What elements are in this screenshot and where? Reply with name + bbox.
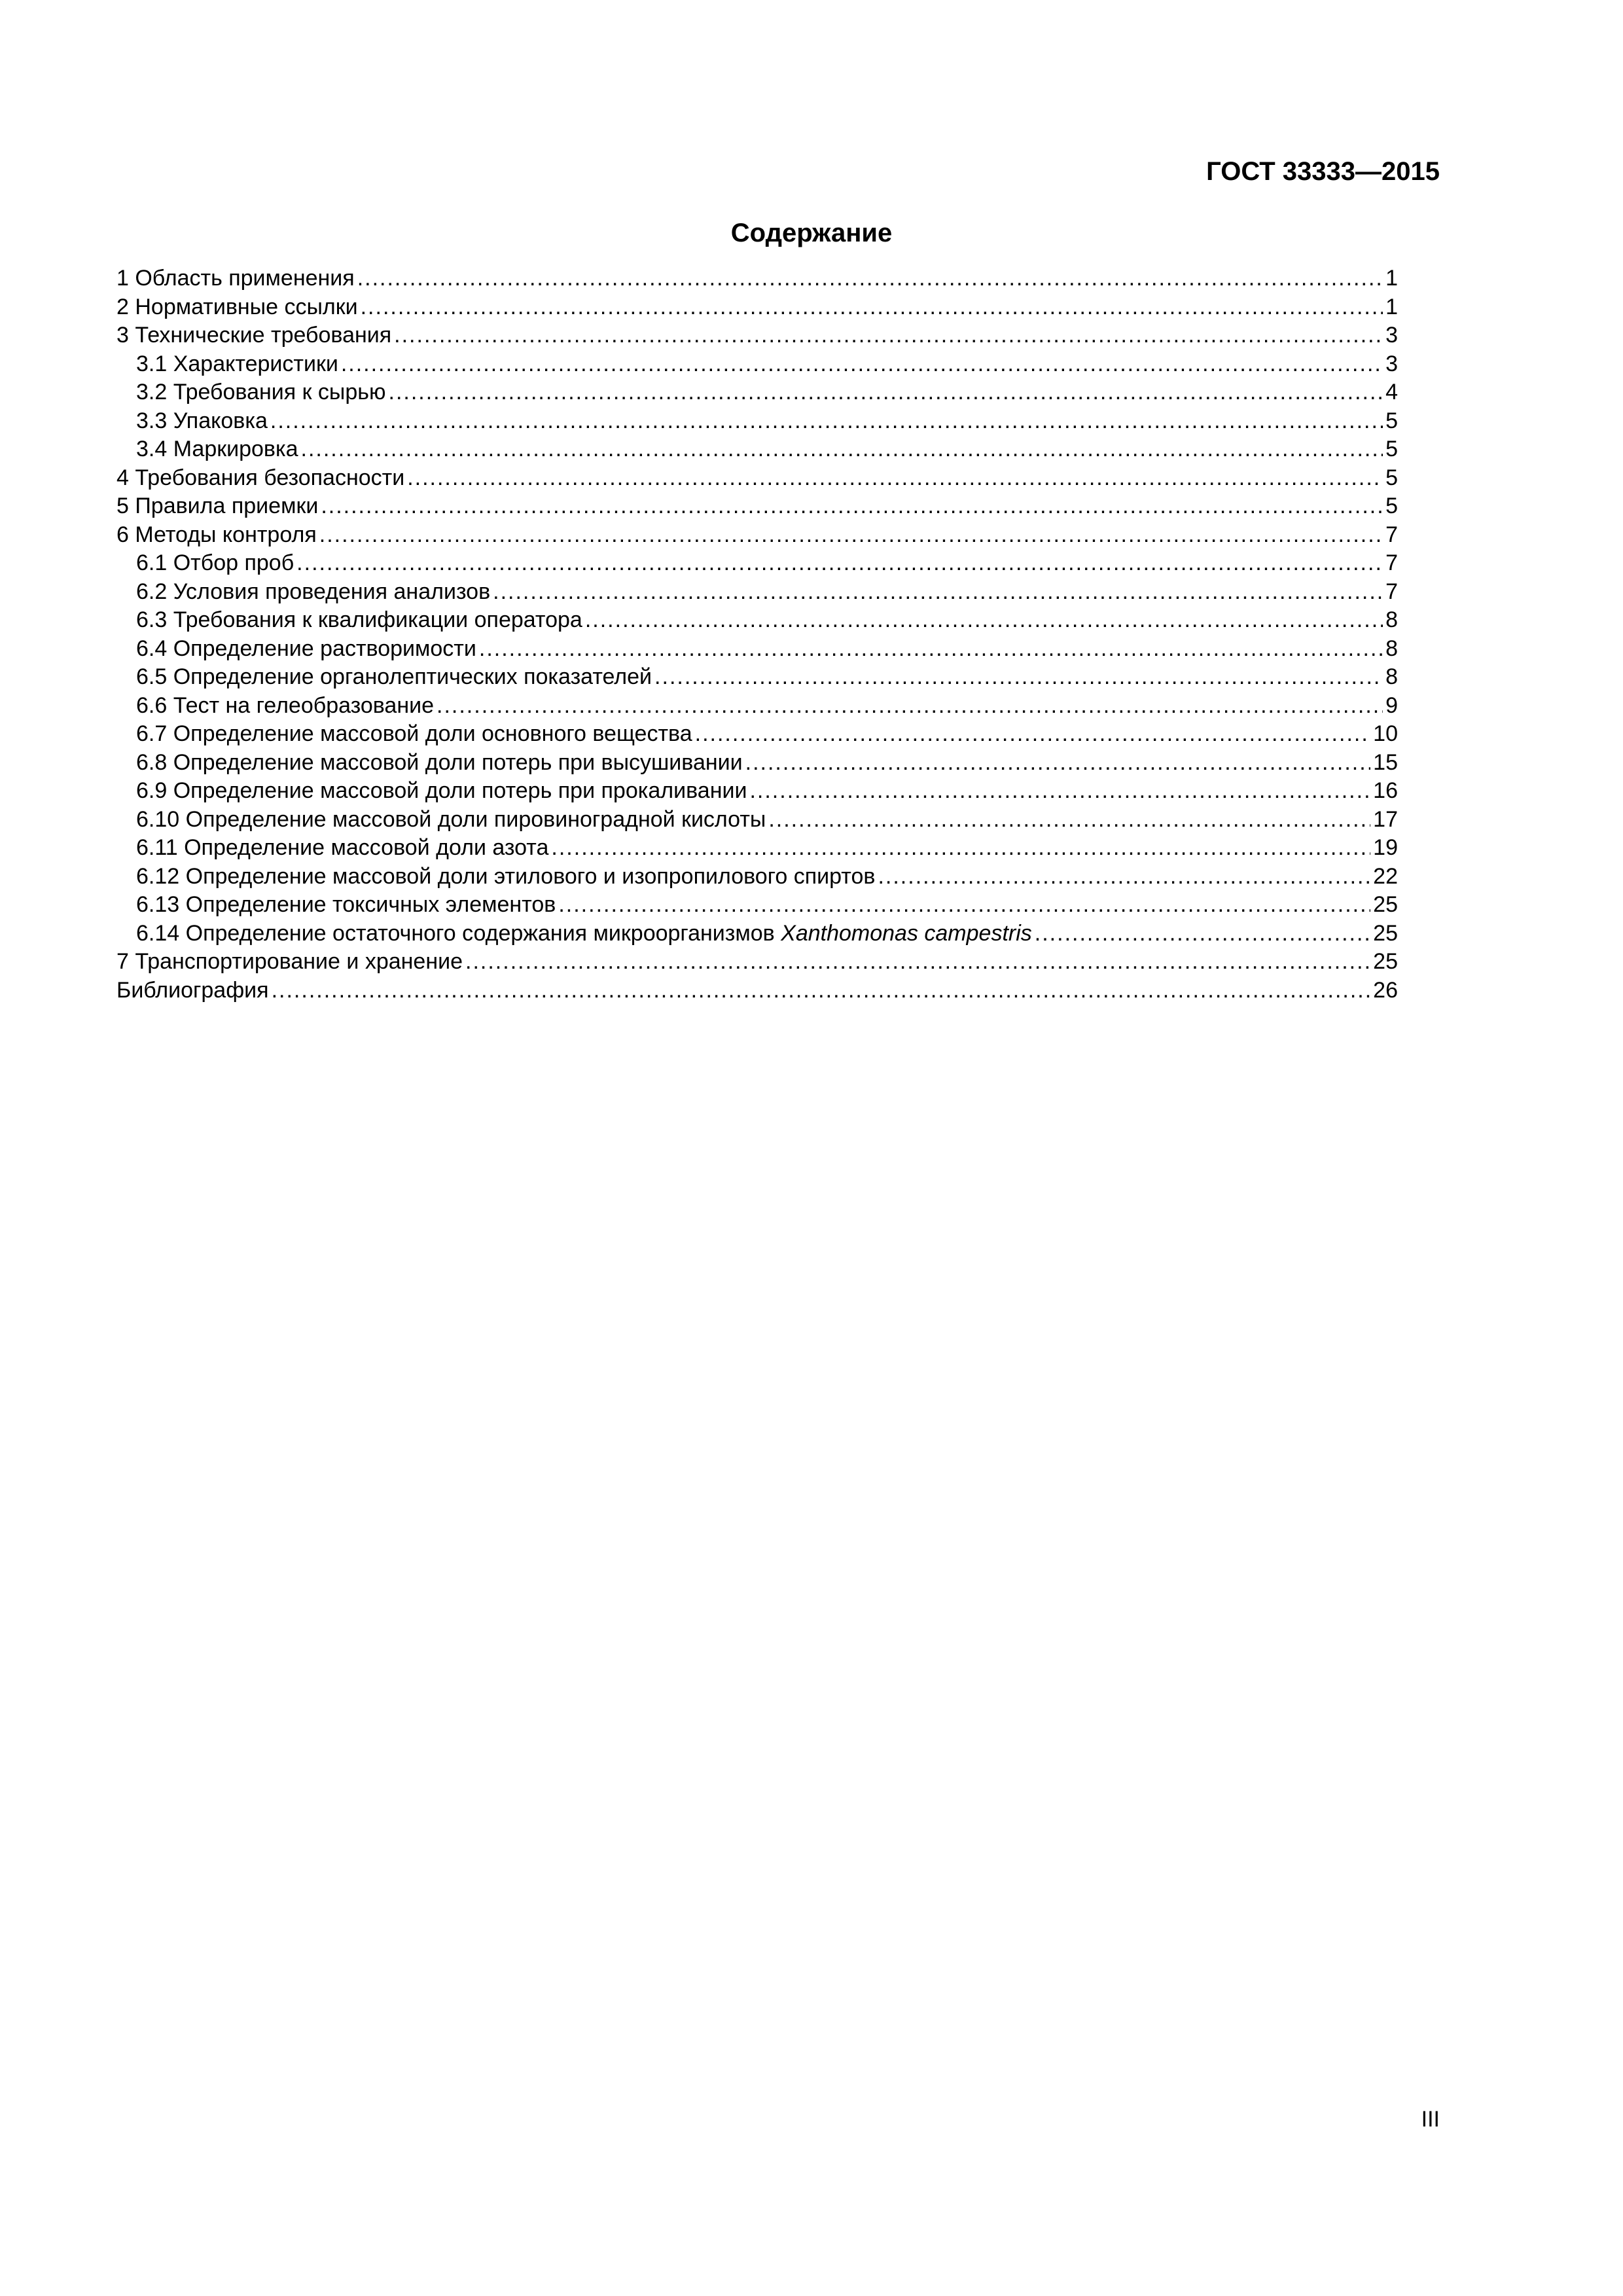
toc-entry-page: 16 <box>1373 778 1398 803</box>
toc-dot-leader <box>465 948 1370 977</box>
toc-entry-page: 8 <box>1385 636 1398 661</box>
toc-entry-page: 1 <box>1385 294 1398 319</box>
toc-entry[interactable] <box>116 293 1398 322</box>
toc-entry-page: 8 <box>1385 664 1398 689</box>
toc-dot-leader <box>558 891 1370 920</box>
toc-entry-label: 3.3 Упаковка <box>136 408 268 433</box>
toc-dot-leader <box>768 806 1370 834</box>
toc-entry-page: 8 <box>1385 607 1398 632</box>
toc-entry[interactable] <box>116 663 1398 692</box>
toc-dot-leader <box>493 578 1383 607</box>
toc-entry-page: 5 <box>1385 465 1398 490</box>
toc-dot-leader <box>551 834 1370 863</box>
toc-dot-leader <box>745 749 1371 778</box>
toc-entry[interactable] <box>116 264 1398 293</box>
toc-entry[interactable] <box>116 977 1398 1005</box>
document-code: ГОСТ 33333—2015 <box>1206 157 1440 186</box>
toc-entry[interactable] <box>116 948 1398 977</box>
toc-entry-page: 7 <box>1385 579 1398 604</box>
toc-entry-label: 7 Транспортирование и хранение <box>116 949 463 974</box>
toc-entry[interactable] <box>116 435 1398 464</box>
toc-entry-label: 6.3 Требования к квалификации оператора <box>136 607 582 632</box>
toc-dot-leader <box>301 435 1383 464</box>
toc-entry[interactable] <box>116 549 1398 578</box>
toc-entry-page: 25 <box>1373 949 1398 974</box>
toc-dot-leader <box>361 293 1383 322</box>
toc-entry[interactable] <box>116 777 1398 806</box>
toc-entry[interactable] <box>116 720 1398 749</box>
toc-entry-label: 6.12 Определение массовой доли этилового и изопропилового спиртов <box>136 863 876 889</box>
toc-entry-label: 6.7 Определение массовой доли основного вещества <box>136 721 692 746</box>
toc-entry-page: 17 <box>1373 806 1398 832</box>
toc-entry-label: Библиография <box>116 977 269 1003</box>
toc-entry-page: 25 <box>1373 920 1398 946</box>
toc-entry-page: 3 <box>1385 351 1398 376</box>
toc-entry-page: 22 <box>1373 863 1398 889</box>
toc-entry-label-text: 6.14 Определение остаточного содержания микроорганизмов <box>136 920 781 946</box>
toc-dot-leader <box>296 549 1383 578</box>
toc-entry[interactable] <box>116 378 1398 407</box>
toc-entry-label: 6.9 Определение массовой доли потерь при прокаливании <box>136 778 747 803</box>
toc-entry-page: 7 <box>1385 550 1398 575</box>
toc-entry[interactable] <box>116 863 1398 891</box>
page-number: III <box>1421 2107 1440 2132</box>
toc-dot-leader <box>389 378 1383 407</box>
toc-dot-leader <box>654 663 1383 692</box>
toc-dot-leader <box>479 635 1383 664</box>
toc-dot-leader <box>319 521 1383 550</box>
toc-dot-leader <box>695 720 1371 749</box>
toc-dot-leader <box>357 264 1383 293</box>
table-of-contents <box>116 264 1398 1005</box>
toc-dot-leader <box>437 692 1383 721</box>
toc-entry-label: 6.8 Определение массовой доли потерь при высушивании <box>136 749 743 775</box>
toc-entry-page: 4 <box>1385 380 1398 404</box>
toc-entry-label: 6.1 Отбор проб <box>136 550 294 575</box>
toc-entry[interactable] <box>116 749 1398 778</box>
toc-entry-label: 3.1 Характеристики <box>136 351 338 376</box>
toc-entry-page: 7 <box>1385 522 1398 547</box>
toc-entry[interactable] <box>116 920 1398 948</box>
toc-entry-page: 5 <box>1385 408 1398 433</box>
toc-entry-label: 6 Методы контроля <box>116 522 317 547</box>
toc-dot-leader <box>749 777 1370 806</box>
toc-entry[interactable] <box>116 492 1398 521</box>
toc-entry-label: 6.2 Условия проведения анализов <box>136 579 491 604</box>
toc-entry[interactable] <box>116 464 1398 493</box>
toc-entry-label: 6.6 Тест на гелеобразование <box>136 692 435 718</box>
toc-entry-page: 15 <box>1373 749 1398 775</box>
toc-entry-page: 26 <box>1373 977 1398 1003</box>
toc-entry-label: 6.5 Определение органолептических показателей <box>136 664 652 689</box>
toc-entry-page: 25 <box>1373 892 1398 917</box>
toc-dot-leader <box>394 321 1383 350</box>
toc-entry-label <box>136 920 1032 948</box>
toc-title: Содержание <box>730 219 893 247</box>
toc-entry-label: 5 Правила приемки <box>116 493 319 518</box>
toc-entry-label: 3.4 Маркировка <box>136 437 298 461</box>
toc-entry-page: 1 <box>1385 266 1398 291</box>
toc-entry[interactable] <box>116 321 1398 350</box>
toc-entry-label: 6.4 Определение растворимости <box>136 636 476 661</box>
toc-dot-leader <box>270 407 1383 436</box>
toc-entry-label: 6.11 Определение массовой доли азота <box>136 835 549 860</box>
toc-entry-label-italic: Xanthomonas campestris <box>781 920 1032 946</box>
toc-dot-leader <box>585 606 1383 635</box>
toc-dot-leader <box>321 492 1383 521</box>
toc-entry[interactable] <box>116 806 1398 834</box>
toc-entry-label: 3 Технические требования <box>116 323 392 348</box>
toc-entry[interactable] <box>116 521 1398 550</box>
toc-entry-page: 19 <box>1373 835 1398 860</box>
toc-entry[interactable] <box>116 891 1398 920</box>
toc-entry-page: 9 <box>1385 692 1398 718</box>
toc-entry-page: 3 <box>1385 323 1398 348</box>
toc-entry-label: 1 Область применения <box>116 266 355 291</box>
toc-entry[interactable] <box>116 578 1398 607</box>
toc-entry[interactable] <box>116 606 1398 635</box>
toc-entry-label: 4 Требования безопасности <box>116 465 405 490</box>
toc-dot-leader <box>878 863 1370 891</box>
toc-entry[interactable] <box>116 407 1398 436</box>
toc-entry-label: 6.10 Определение массовой доли пировиноградной кислоты <box>136 806 766 832</box>
toc-entry-page: 5 <box>1385 437 1398 461</box>
toc-entry[interactable] <box>116 834 1398 863</box>
toc-entry[interactable] <box>116 692 1398 721</box>
toc-entry-page: 5 <box>1385 493 1398 518</box>
toc-dot-leader <box>1035 920 1370 948</box>
toc-entry-label: 6.13 Определение токсичных элементов <box>136 892 556 917</box>
toc-dot-leader <box>272 977 1371 1005</box>
toc-entry[interactable] <box>116 635 1398 664</box>
toc-dot-leader <box>341 350 1383 379</box>
toc-entry-page: 10 <box>1373 721 1398 746</box>
toc-entry-label: 2 Нормативные ссылки <box>116 294 358 319</box>
toc-dot-leader <box>407 464 1383 493</box>
toc-entry-label: 3.2 Требования к сырью <box>136 380 386 404</box>
toc-entry[interactable] <box>116 350 1398 379</box>
